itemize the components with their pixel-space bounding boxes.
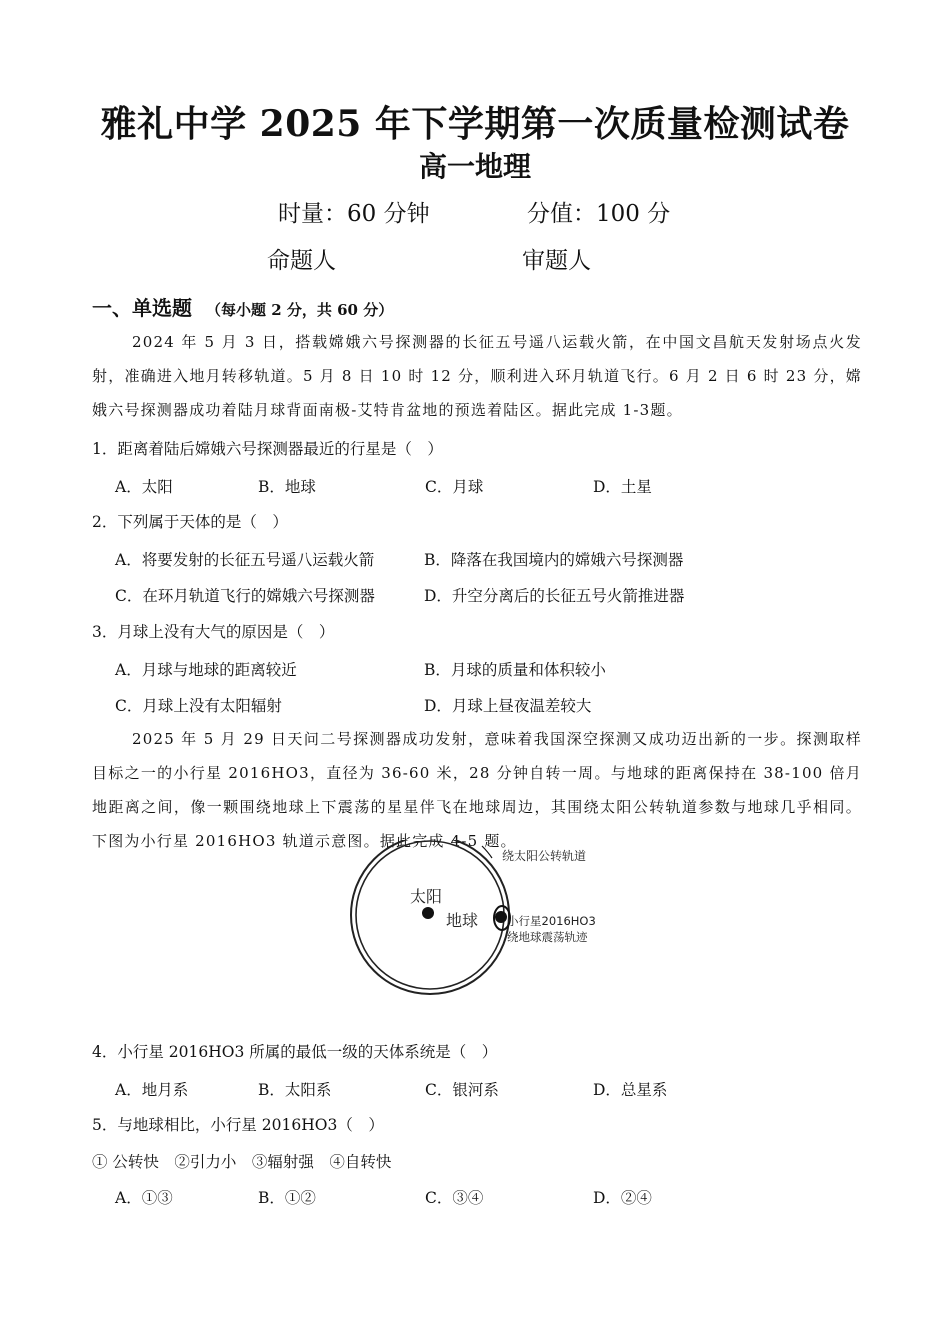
- question-2-option-b: B．降落在我国境内的嫦娥六号探测器: [424, 551, 684, 569]
- earth-marker: [495, 911, 507, 923]
- question-5-option-c: C．③④: [425, 1189, 484, 1207]
- section-note: （每小题 2 分，共 60 分）: [206, 301, 394, 319]
- exam-total-score: 分值：100 分: [527, 201, 671, 227]
- question-2-stem: 2．下列属于天体的是（ ）: [92, 513, 288, 531]
- question-3-stem: 3．月球上没有大气的原因是（ ）: [92, 623, 335, 641]
- question-2-option-a: A．将要发射的长征五号遥八运载火箭: [115, 551, 375, 569]
- exam-title: 雅礼中学 2025 年下学期第一次质量检测试卷: [100, 103, 850, 145]
- question-1-stem: 1．距离着陆后嫦娥六号探测器最近的行星是（ ）: [92, 440, 443, 458]
- question-2-option-c: C．在环月轨道飞行的嫦娥六号探测器: [115, 587, 375, 605]
- question-1-option-d: D．土星: [593, 478, 652, 496]
- asteroid-label-line-2: 绕地球震荡轨迹: [507, 930, 588, 944]
- sun-label: 太阳: [410, 887, 443, 906]
- question-5-statements: ① 公转快 ②引力小 ③辐射强 ④自转快: [92, 1153, 392, 1171]
- question-4-stem: 4．小行星 2016HO3 所属的最低一级的天体系统是（ ）: [92, 1043, 498, 1061]
- question-5-option-d: D．②④: [593, 1189, 652, 1207]
- question-4-option-d: D．总星系: [593, 1081, 668, 1099]
- section-heading: [92, 292, 393, 321]
- question-3-option-b: B．月球的质量和体积较小: [424, 661, 606, 679]
- passage-2-text: 2025 年 5 月 29 日天问二号探测器成功发射，意味着我国深空探测又成功迈出新的一步。探测取样目标之一的小行星 2016HO3，直径为 36-60 米，28 分钟自转一周。与地球的距离保持在 38-100 倍月地距离之间，像一颗围绕地球上下震荡的星星伴飞在地球周边，其围绕太阳公转轨道参数与地球几乎相同。下图为小行星 2016HO3 轨道示意图。据此完成 4-5 题。: [92, 730, 862, 850]
- question-5-stem: 5．与地球相比，小行星 2016HO3（ ）: [92, 1116, 384, 1134]
- orbit-diagram: [330, 840, 620, 1000]
- exam-duration: 时量：60 分钟: [278, 201, 430, 227]
- question-5-option-a: A．①③: [115, 1189, 173, 1207]
- question-1-option-a: A．太阳: [115, 478, 173, 496]
- reading-passage-1: [92, 325, 862, 427]
- question-5-option-b: B．①②: [258, 1189, 316, 1207]
- question-4-option-b: B．太阳系: [258, 1081, 332, 1099]
- passage-1-text: 2024 年 5 月 3 日，搭载嫦娥六号探测器的长征五号遥八运载火箭，在中国文昌航天发射场点火发射，准确进入地月转移轨道。5 月 8 日 10 时 12 分，顺利进入环月轨道飞行。6 月 2 日 6 时 23 分，嫦娥六号探测器成功着陆月球背面南极-艾特肯盆地的预选着陆区。据此完成 1-3题。: [92, 333, 862, 419]
- orbit-label: 绕太阳公转轨道: [502, 849, 587, 863]
- question-4-option-c: C．银河系: [425, 1081, 499, 1099]
- question-setter: 命题人: [267, 248, 336, 274]
- question-3-option-a: A．月球与地球的距离较近: [115, 661, 297, 679]
- exam-subject: 高一地理: [418, 150, 531, 183]
- asteroid-label-line-1: 小行星2016HO3: [507, 914, 596, 928]
- section-title: 一、单选题: [92, 296, 192, 320]
- question-2-option-d: D．升空分离后的长征五号火箭推进器: [424, 587, 685, 605]
- question-3-option-d: D．月球上昼夜温差较大: [424, 697, 592, 715]
- question-4-option-a: A．地月系: [115, 1081, 189, 1099]
- reading-passage-2: [92, 722, 862, 858]
- sun-marker: [422, 907, 434, 919]
- question-3-option-c: C．月球上没有太阳辐射: [115, 697, 282, 715]
- question-1-option-b: B．地球: [258, 478, 316, 496]
- question-1-option-c: C．月球: [425, 478, 484, 496]
- question-reviewer: 审题人: [522, 248, 591, 274]
- earth-label: 地球: [446, 911, 479, 930]
